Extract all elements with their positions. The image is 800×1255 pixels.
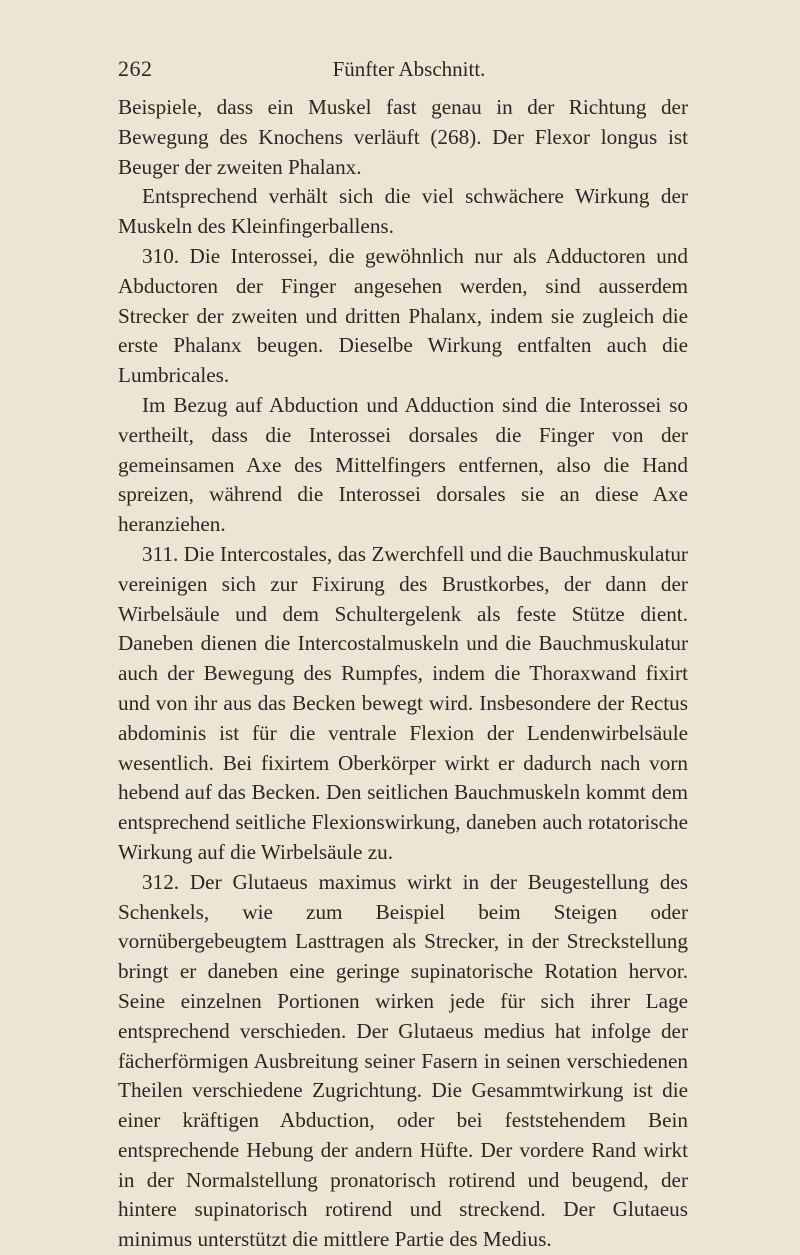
body-text [118,93,688,1255]
paragraph-abduction: Im Bezug auf Abduction und Adduction sind die Interossei so vertheilt, dass die Interossei dorsales die Finger von der gemeinsamen Axe des Mittelfingers entfernen, also die Hand spreizen, während die Interossei dorsales sie an diese Axe heranziehen. [118,392,688,537]
paragraph-310: 310. Die Interossei, die gewöhnlich nur als Adductoren und Abductoren der Finger angesehen werden, sind ausserdem Strecker der zweiten und dritten Phalanx, indem sie zugleich die erste Phalanx beugen. Dieselbe Wirkung entfalten auch die Lumbricales. [118,243,688,388]
page-header [118,56,686,86]
paragraph-312: 312. Der Glutaeus maximus wirkt in der Beugestellung des Schenkels, wie zum Beispiel beim Steigen oder vornübergebeugtem Lasttragen als Strecker, in der Streckstellung bringt er daneben eine geringe supinatorische Rotation hervor. Seine einzelnen Portionen wirken jede für sich ihrer Lage entsprechend verschieden. Der Glutaeus medius hat infolge der fächerförmigen Ausbreitung seiner Fasern in seinen verschiedenen Theilen verschiedene Zugrichtung. Die Gesammtwirkung ist die einer kräftigen Abduction, oder bei feststehendem Bein entsprechende Hebung der andern Hüfte. Der vordere Rand wirkt in der Normalstellung pronatorisch rotirend und beugend, der hintere supinatorisch rotirend und streckend. Der Glutaeus minimus unterstützt die mittlere Partie des Medius. [118,869,688,1252]
paragraph-311: 311. Die Intercostales, das Zwerchfell und die Bauchmuskulatur vereinigen sich zur Fixirung des Brustkorbes, der dann der Wirbelsäule und dem Schultergelenk als feste Stütze dient. Daneben dienen die Intercostalmuskeln und die Bauchmuskulatur auch der Bewegung des Rumpfes, indem die Thoraxwand fixirt und von ihr aus das Becken bewegt wird. Insbesondere der Rectus abdominis ist für die ventrale Flexion der Lendenwirbelsäule wesentlich. Bei fixirtem Oberkörper wirkt er dadurch nach vorn hebend auf das Becken. Den seitlichen Bauchmuskeln kommt dem entsprechend seitliche Flexionswirkung, daneben auch rotatorische Wirkung auf die Wirbelsäule zu. [118,541,688,864]
paragraph-kleinfingerballen: Entsprechend verhält sich die viel schwächere Wirkung der Muskeln des Kleinfingerballens. [118,184,688,239]
paragraph-continuation: Beispiele, dass ein Muskel fast genau in der Richtung der Bewegung des Knochens verläuft (268). Der Flexor longus ist Beuger der zweiten Phalanx. [118,95,688,179]
page-number: 262 [118,56,153,81]
running-title: Fünfter Abschnitt. [332,57,486,81]
